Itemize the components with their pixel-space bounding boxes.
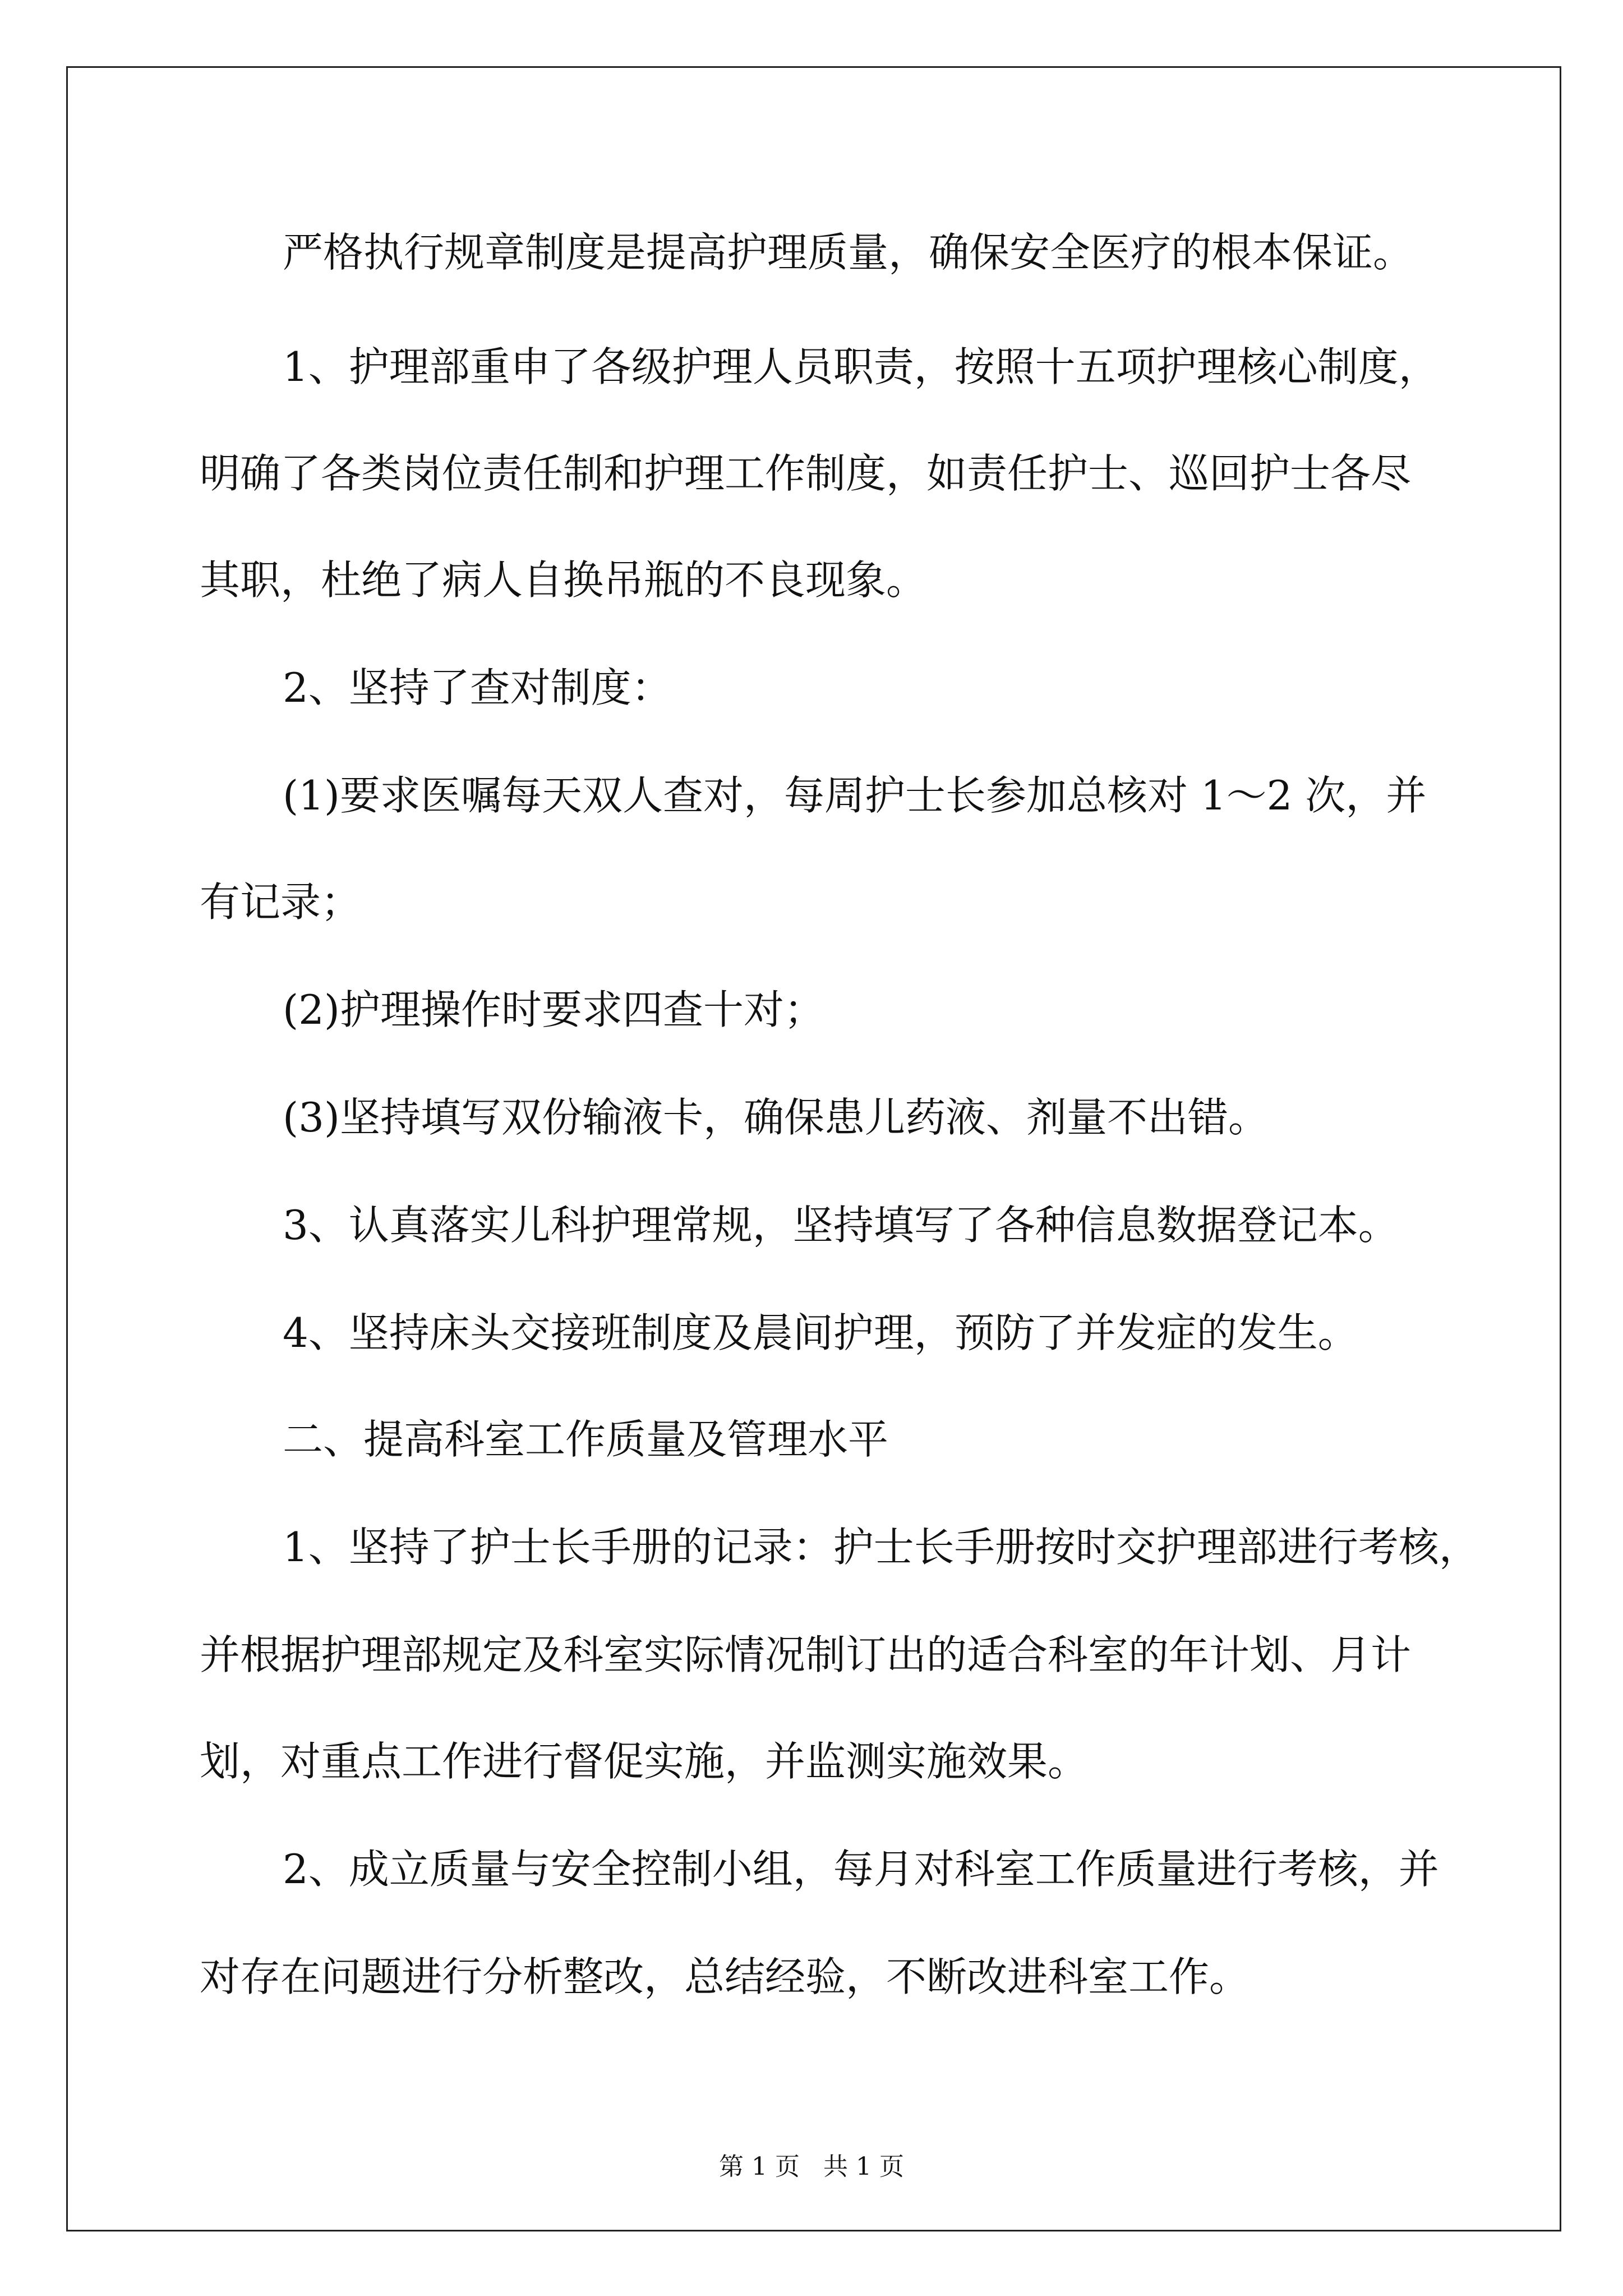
page-number: 第 1 页 — [719, 2152, 800, 2181]
paragraph-line: 其职，杜绝了病人自换吊瓶的不良现象。 — [200, 556, 927, 604]
paragraph-line: 2、成立质量与安全控制小组，每月对科室工作质量进行考核，并 — [283, 1846, 1439, 1893]
paragraph-line: 明确了各类岗位责任制和护理工作制度，如责任护士、巡回护士各尽 — [200, 450, 1412, 497]
paragraph-line: (3)坚持填写双份输液卡，确保患儿药液、剂量不出错。 — [283, 1094, 1269, 1141]
section-heading: 二、提高科室工作质量及管理水平 — [283, 1416, 889, 1463]
paragraph-line: 有记录； — [200, 878, 362, 926]
paragraph-line: (2)护理操作时要求四查十对； — [283, 986, 824, 1033]
page-total: 共 1 页 — [823, 2152, 904, 2181]
paragraph-line: 对存在问题进行分析整改，总结经验，不断改进科室工作。 — [200, 1953, 1250, 2000]
paragraph-line: 严格执行规章制度是提高护理质量，确保安全医疗的根本保证。 — [283, 229, 1414, 276]
paragraph-line: 并根据护理部规定及科室实际情况制订出的适合科室的年计划、月计 — [200, 1631, 1412, 1678]
paragraph-line: 1、护理部重申了各级护理人员职责，按照十五项护理核心制度， — [283, 343, 1439, 390]
paragraph-line: 1、坚持了护士长手册的记录：护士长手册按时交护理部进行考核， — [283, 1524, 1479, 1571]
paragraph-line: 2、坚持了查对制度： — [283, 664, 672, 711]
paragraph-line: 3、认真落实儿科护理常规，坚持填写了各种信息数据登记本。 — [283, 1202, 1399, 1249]
paragraph-line: 划，对重点工作进行督促实施，并监测实施效果。 — [200, 1738, 1089, 1785]
paragraph-line: 4、坚持床头交接班制度及晨间护理，预防了并发症的发生。 — [283, 1309, 1358, 1356]
paragraph-line: (1)要求医嘱每天双人查对，每周护士长参加总核对 1～2 次，并 — [283, 772, 1427, 819]
page-footer — [0, 2146, 1623, 2182]
